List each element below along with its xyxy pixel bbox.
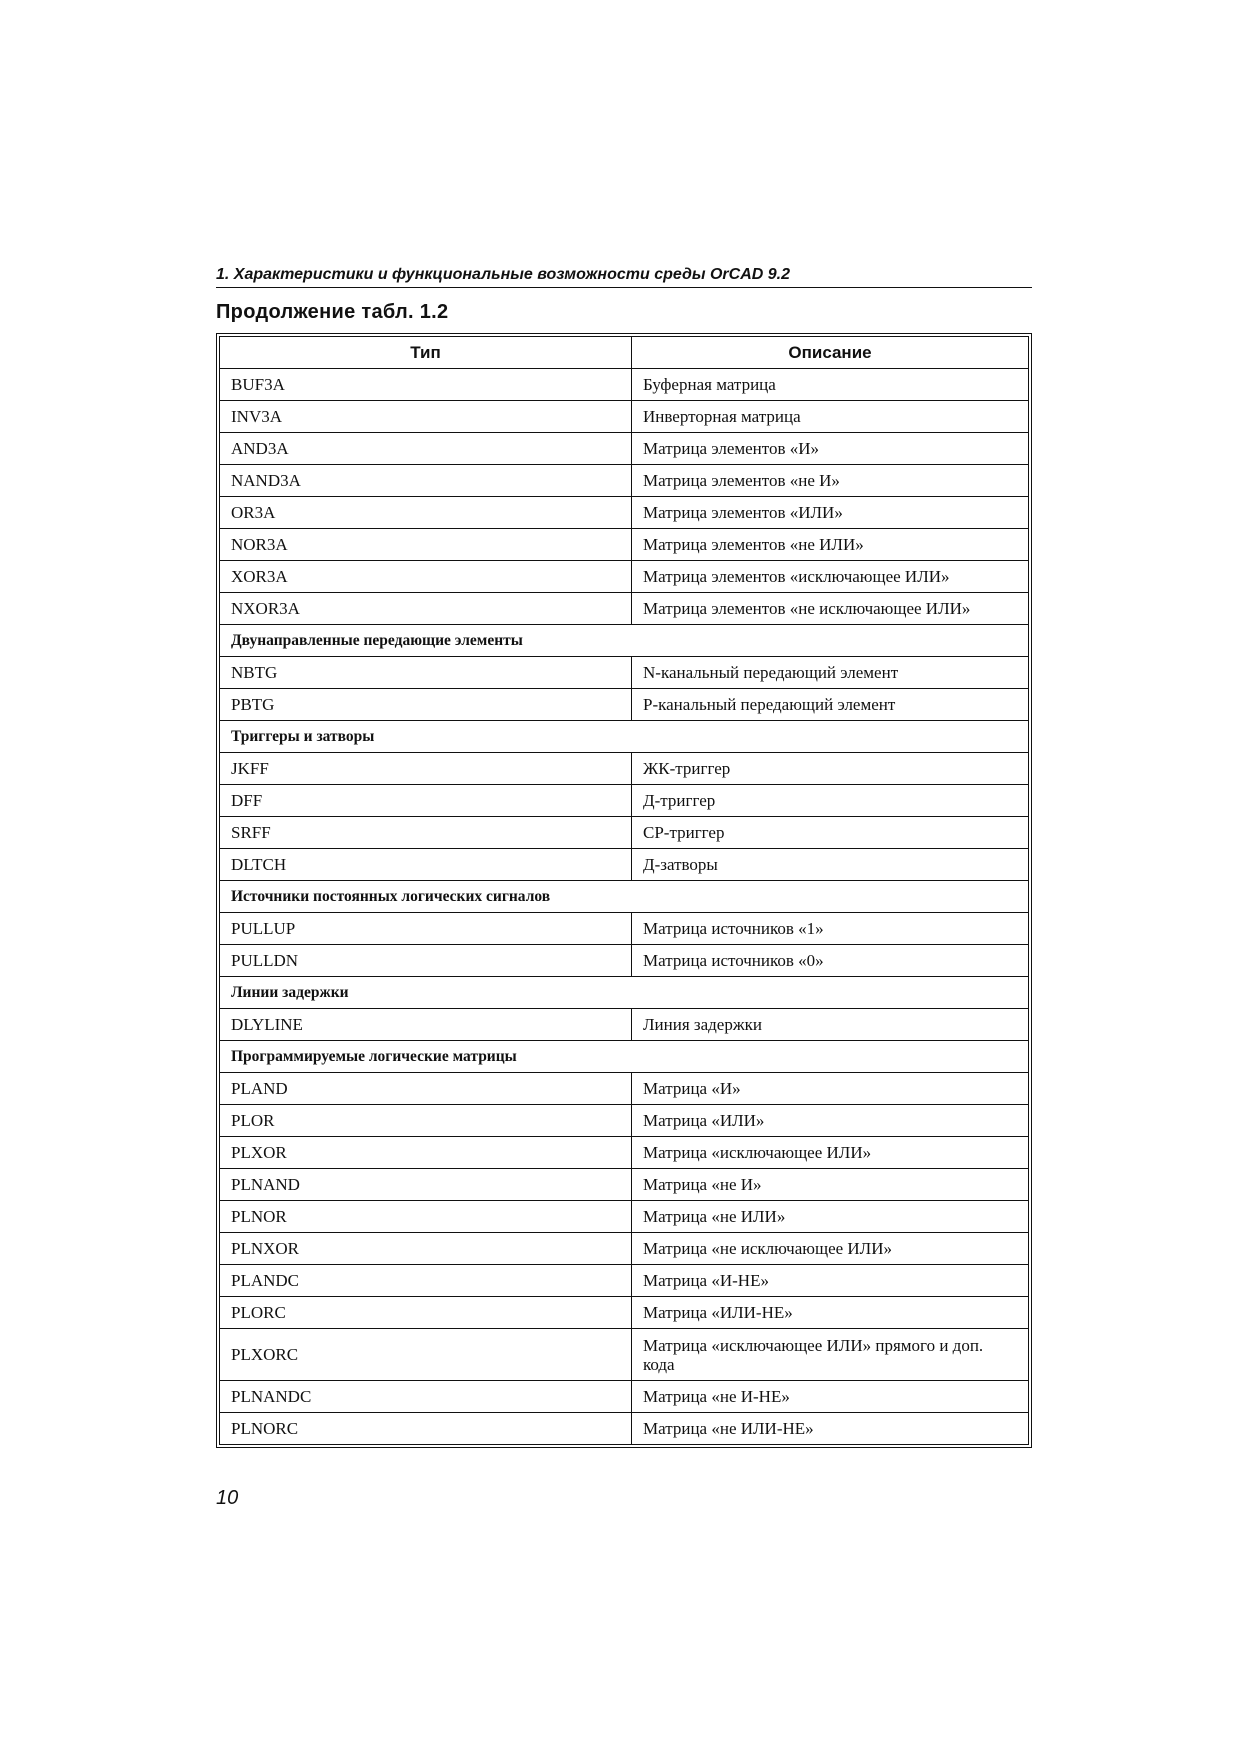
cell-description: Буферная матрица: [632, 369, 1029, 401]
table-row: [220, 529, 1029, 561]
cell-description: Матрица элементов «не И»: [632, 465, 1029, 497]
cell-type: JKFF: [220, 753, 632, 785]
page-number: 10: [216, 1487, 239, 1509]
table-header-row: [220, 337, 1029, 369]
table-row: [220, 593, 1029, 625]
cell-description: P-канальный передающий элемент: [632, 689, 1029, 721]
table-row: [220, 1201, 1029, 1233]
table-row: [220, 1413, 1029, 1445]
group-row: [220, 625, 1029, 657]
table-row: [220, 401, 1029, 433]
cell-type: PLNAND: [220, 1169, 632, 1201]
table-row: [220, 1169, 1029, 1201]
table-row: [220, 1009, 1029, 1041]
cell-type: PLNOR: [220, 1201, 632, 1233]
cell-description: Матрица источников «1»: [632, 913, 1029, 945]
cell-description: Матрица элементов «И»: [632, 433, 1029, 465]
column-header-type: Тип: [220, 337, 632, 369]
table-row: [220, 1073, 1029, 1105]
running-head: 1. Характеристики и функциональные возможности среды OrCAD 9.2: [216, 265, 1032, 288]
table-row: [220, 1381, 1029, 1413]
cell-type: PLXOR: [220, 1137, 632, 1169]
cell-type: PLNORC: [220, 1413, 632, 1445]
group-row: [220, 721, 1029, 753]
cell-description: Инверторная матрица: [632, 401, 1029, 433]
cell-type: XOR3A: [220, 561, 632, 593]
cell-description: Матрица «И-НЕ»: [632, 1265, 1029, 1297]
group-heading: Программируемые логические матрицы: [220, 1041, 1029, 1073]
table-row: [220, 1233, 1029, 1265]
table-row: [220, 849, 1029, 881]
cell-type: DLYLINE: [220, 1009, 632, 1041]
cell-type: PLAND: [220, 1073, 632, 1105]
components-table: [219, 336, 1029, 1445]
cell-description: Матрица «не И»: [632, 1169, 1029, 1201]
cell-type: NXOR3A: [220, 593, 632, 625]
table-frame: [216, 333, 1032, 1448]
cell-description: Матрица «ИЛИ-НЕ»: [632, 1297, 1029, 1329]
cell-description: Матрица «не И-НЕ»: [632, 1381, 1029, 1413]
cell-description: Матрица элементов «исключающее ИЛИ»: [632, 561, 1029, 593]
cell-type: DLTCH: [220, 849, 632, 881]
cell-type: SRFF: [220, 817, 632, 849]
group-heading: Триггеры и затворы: [220, 721, 1029, 753]
table-row: [220, 497, 1029, 529]
group-row: [220, 881, 1029, 913]
cell-description: Матрица элементов «ИЛИ»: [632, 497, 1029, 529]
cell-description: Матрица «не ИЛИ»: [632, 1201, 1029, 1233]
cell-type: PLOR: [220, 1105, 632, 1137]
cell-type: PLNXOR: [220, 1233, 632, 1265]
group-row: [220, 1041, 1029, 1073]
cell-type: PBTG: [220, 689, 632, 721]
cell-description: Матрица источников «0»: [632, 945, 1029, 977]
table-row: [220, 657, 1029, 689]
group-heading: Линии задержки: [220, 977, 1029, 1009]
table-row: [220, 1329, 1029, 1381]
group-heading: Источники постоянных логических сигналов: [220, 881, 1029, 913]
cell-type: NOR3A: [220, 529, 632, 561]
table-caption: Продолжение табл. 1.2: [216, 301, 449, 323]
cell-description: СР-триггер: [632, 817, 1029, 849]
table-row: [220, 465, 1029, 497]
group-row: [220, 977, 1029, 1009]
cell-description: Матрица элементов «не исключающее ИЛИ»: [632, 593, 1029, 625]
cell-type: PLXORC: [220, 1329, 632, 1381]
cell-description: Матрица «не исключающее ИЛИ»: [632, 1233, 1029, 1265]
cell-description: N-канальный передающий элемент: [632, 657, 1029, 689]
cell-type: PLORC: [220, 1297, 632, 1329]
cell-type: PLNANDC: [220, 1381, 632, 1413]
cell-description: Матрица элементов «не ИЛИ»: [632, 529, 1029, 561]
cell-type: NAND3A: [220, 465, 632, 497]
table-row: [220, 433, 1029, 465]
cell-description: Линия задержки: [632, 1009, 1029, 1041]
table-row: [220, 1297, 1029, 1329]
table-row: [220, 913, 1029, 945]
table-row: [220, 369, 1029, 401]
cell-description: Матрица «И»: [632, 1073, 1029, 1105]
cell-type: BUF3A: [220, 369, 632, 401]
table-row: [220, 1265, 1029, 1297]
cell-type: PULLUP: [220, 913, 632, 945]
table-row: [220, 1105, 1029, 1137]
cell-description: ЖК-триггер: [632, 753, 1029, 785]
cell-type: NBTG: [220, 657, 632, 689]
table-body: [220, 369, 1029, 1445]
table-row: [220, 817, 1029, 849]
cell-description: Д-затворы: [632, 849, 1029, 881]
cell-type: OR3A: [220, 497, 632, 529]
table-row: [220, 689, 1029, 721]
group-heading: Двунаправленные передающие элементы: [220, 625, 1029, 657]
cell-description: Матрица «исключающее ИЛИ» прямого и доп. кода: [632, 1329, 1029, 1381]
cell-type: PULLDN: [220, 945, 632, 977]
cell-type: INV3A: [220, 401, 632, 433]
cell-description: Д-триггер: [632, 785, 1029, 817]
table-row: [220, 753, 1029, 785]
cell-type: AND3A: [220, 433, 632, 465]
table-row: [220, 785, 1029, 817]
cell-type: PLANDC: [220, 1265, 632, 1297]
table-row: [220, 561, 1029, 593]
column-header-description: Описание: [632, 337, 1029, 369]
cell-description: Матрица «не ИЛИ-НЕ»: [632, 1413, 1029, 1445]
table-row: [220, 1137, 1029, 1169]
cell-type: DFF: [220, 785, 632, 817]
cell-description: Матрица «исключающее ИЛИ»: [632, 1137, 1029, 1169]
table-row: [220, 945, 1029, 977]
cell-description: Матрица «ИЛИ»: [632, 1105, 1029, 1137]
